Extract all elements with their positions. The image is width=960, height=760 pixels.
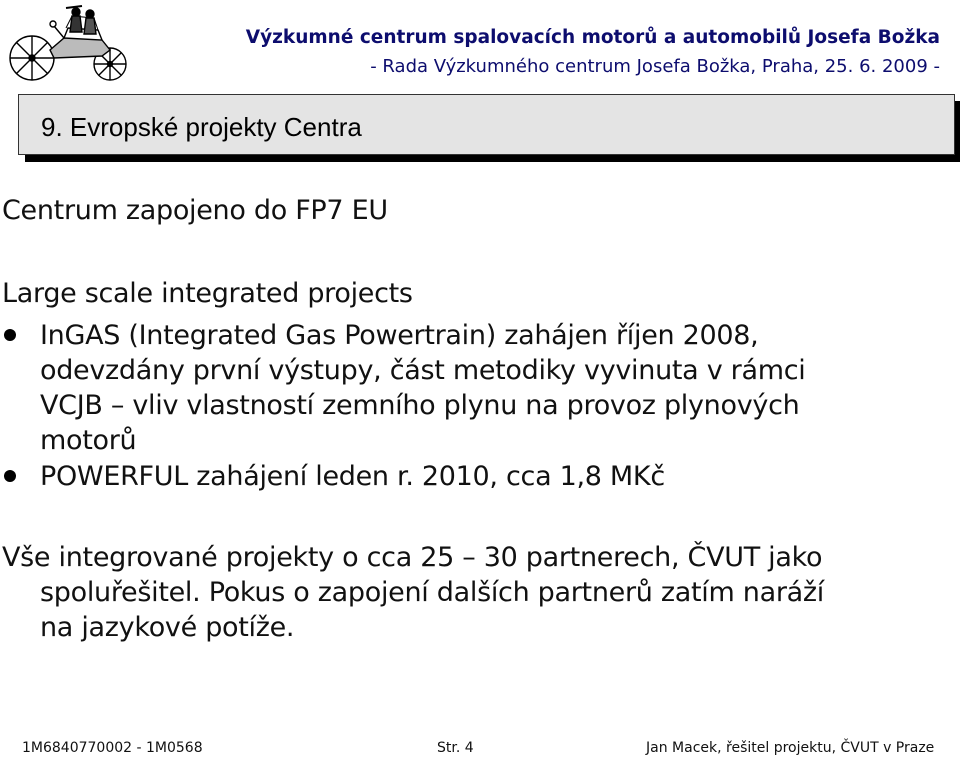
bullet-powerful xyxy=(40,459,960,494)
slide-title: 9. Evropské projekty Centra xyxy=(41,112,362,142)
bullet-line: odevzdány první výstupy, část metodiky vyvinuta v rámci xyxy=(40,355,806,386)
header-subtitle: - Rada Výzkumného centrum Josefa Božka, Praha, 25. 6. 2009 - xyxy=(370,56,940,77)
footer-author: Jan Macek, řešitel projektu, ČVUT v Praze xyxy=(646,740,935,756)
header-title: Výzkumné centrum spalovacích motorů a automobilů Josefa Božka xyxy=(245,27,940,48)
footer-project-code: 1M6840770002 - 1M0568 xyxy=(22,740,203,756)
paragraph-partners-line-2: spoluřešitel. Pokus o zapojení dalších partnerů zatím naráží xyxy=(40,577,824,608)
paragraph-partners-line-1: Vše integrované projekty o cca 25 – 30 partnerech, ČVUT jako xyxy=(2,542,823,573)
vintage-car-logo xyxy=(6,2,130,86)
bullet-marker xyxy=(4,470,16,482)
bullet-ingas xyxy=(40,318,960,458)
bullet-line: motorů xyxy=(40,425,137,456)
paragraph-partners-line-3: na jazykové potíže. xyxy=(40,612,295,643)
slide-title-box xyxy=(18,94,955,155)
paragraph-fp7: Centrum zapojeno do FP7 EU xyxy=(2,195,388,226)
bullet-line: InGAS (Integrated Gas Powertrain) zahájen říjen 2008, xyxy=(40,320,759,351)
bullet-line: POWERFUL zahájení leden r. 2010, cca 1,8 MKč xyxy=(40,461,665,492)
bullet-line: VCJB – vliv vlastností zemního plynu na provoz plynových xyxy=(40,390,800,421)
bullet-marker xyxy=(4,329,16,341)
footer-page-number: Str. 4 xyxy=(437,740,474,756)
paragraph-large-scale: Large scale integrated projects xyxy=(2,278,413,309)
